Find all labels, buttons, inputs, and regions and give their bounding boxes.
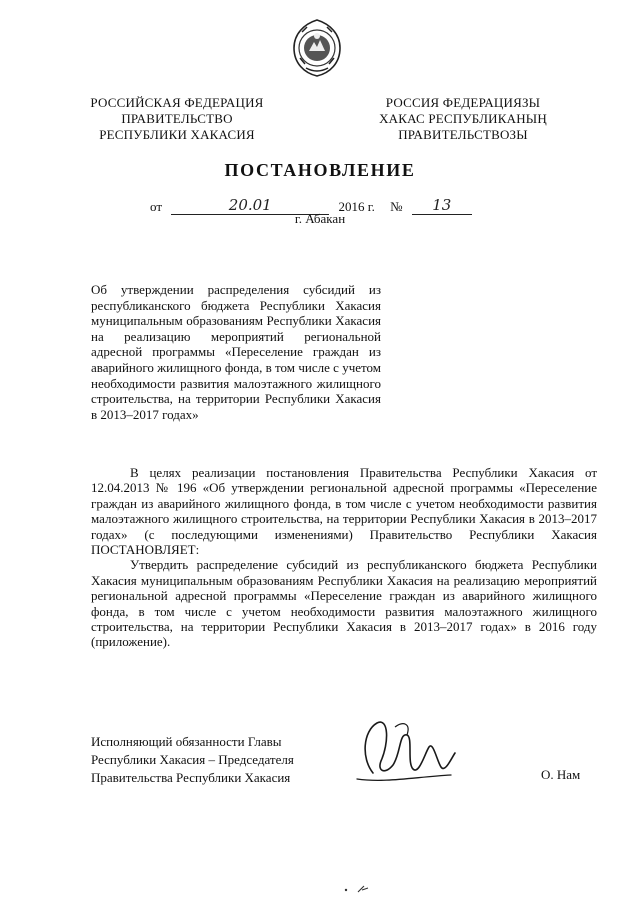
handwritten-signature bbox=[355, 713, 465, 788]
body-paragraph-2: Утвердить распределение субсидий из республиканского бюджета Республики Хакасия муниципальным образованиям Республики Хакасия на реализацию мероприятий региональной адресной программы «Переселение граждан из аварийного жилищного фонда, в том числе с учетом необходимости развития малоэтажного жилищного строительства, на территории Республики Хакасия в 2013–2017 годах» в 2016 году (приложение). bbox=[91, 557, 597, 650]
document-subject: Об утверждении распределения субсидий из республиканского бюджета Республики Хакасия муниципальным образованиям Республики Хакасия на реализацию мероприятий региональной адресной программы «Переселение граждан из аварийного жилищного фонда, в том числе с учетом необходимости развития малоэтажного жилищного строительства, на территории Республики Хакасия в 2013–2017 годах» bbox=[91, 282, 381, 422]
coat-of-arms-icon bbox=[290, 18, 344, 78]
scan-mark-icon bbox=[340, 882, 380, 896]
signer-name: О. Нам bbox=[541, 767, 581, 782]
number-prefix: № bbox=[390, 199, 403, 214]
handwritten-date: 20.01 bbox=[171, 196, 329, 215]
header-left-line-1: РОССИЙСКАЯ ФЕДЕРАЦИЯ bbox=[90, 95, 264, 110]
header-right-khakas bbox=[368, 95, 558, 143]
header-right-line-3: ПРАВИТЕЛЬСТВОЗЫ bbox=[398, 127, 528, 142]
document-title: ПОСТАНОВЛЕНИЕ bbox=[224, 160, 416, 180]
header-left-line-2: ПРАВИТЕЛЬСТВО bbox=[121, 111, 233, 126]
header-right-line-1: РОССИЯ ФЕДЕРАЦИЯЗЫ bbox=[385, 95, 541, 110]
header-left-russian bbox=[82, 95, 272, 143]
city-name: г. Абакан bbox=[294, 211, 346, 226]
year-text: 2016 г. bbox=[338, 199, 375, 214]
header-left-line-3: РЕСПУБЛИКИ ХАКАСИЯ bbox=[99, 127, 255, 142]
document-body bbox=[91, 465, 597, 650]
date-prefix: от bbox=[150, 199, 163, 214]
body-paragraph-1: В целях реализации постановления Правительства Республики Хакасия от 12.04.2013 № 196 «Об утверждении региональной адресной программы «Переселение граждан из аварийного жилищного фонда, в том числе с учетом необходимости развития малоэтажного жилищного строительства, на территории Республики Хакасия в 2013–2017 годах» (с последующими изменениями) Правительство Республики Хакасия ПОСТАНОВЛЯЕТ: bbox=[91, 465, 597, 558]
handwritten-number: 13 bbox=[412, 196, 472, 215]
signatory-title-line-2: Республики Хакасия – Председателя bbox=[91, 752, 294, 767]
header-right-line-2: ХАКАС РЕСПУБЛИКАНЫҢ bbox=[379, 111, 547, 126]
signatory-title-line-3: Правительства Республики Хакасия bbox=[91, 770, 291, 785]
signatory-title bbox=[91, 733, 294, 787]
signatory-title-line-1: Исполняющий обязанности Главы bbox=[91, 734, 282, 749]
